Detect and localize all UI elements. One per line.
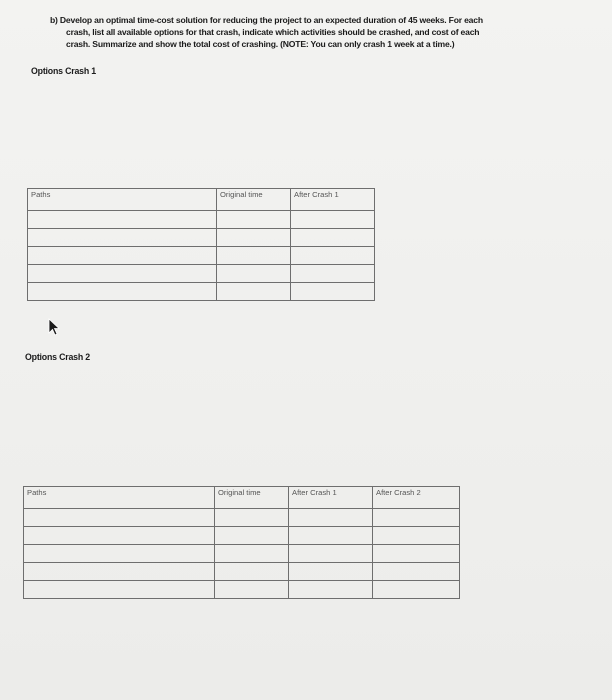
table-row bbox=[24, 581, 460, 599]
table-cell[interactable] bbox=[373, 545, 460, 563]
header-paths: Paths bbox=[28, 189, 217, 211]
table-cell[interactable] bbox=[215, 509, 289, 527]
table-cell[interactable] bbox=[217, 283, 291, 301]
table-cell[interactable] bbox=[217, 265, 291, 283]
table-cell[interactable] bbox=[217, 229, 291, 247]
table-cell[interactable] bbox=[215, 527, 289, 545]
header-original-time: Original time bbox=[217, 189, 291, 211]
table-row bbox=[28, 265, 375, 283]
table-row bbox=[24, 509, 460, 527]
question-line-2: crash, list all available options for that crash, indicate which activities should be crashed, and cost of each bbox=[66, 27, 480, 37]
header-paths: Paths bbox=[24, 487, 215, 509]
header-after-crash-1: After Crash 1 bbox=[291, 189, 375, 211]
table-cell[interactable] bbox=[373, 527, 460, 545]
options-crash-2-label: Options Crash 2 bbox=[25, 352, 90, 362]
table-cell[interactable] bbox=[291, 211, 375, 229]
table-cell[interactable] bbox=[373, 581, 460, 599]
table-cell[interactable] bbox=[24, 563, 215, 581]
table-cell[interactable] bbox=[289, 563, 373, 581]
table-header-row bbox=[28, 189, 375, 211]
mouse-pointer-icon bbox=[47, 318, 61, 336]
crash-2-table bbox=[23, 486, 460, 599]
table-cell[interactable] bbox=[291, 229, 375, 247]
table-cell[interactable] bbox=[24, 581, 215, 599]
header-after-crash-2: After Crash 2 bbox=[373, 487, 460, 509]
table-cell[interactable] bbox=[217, 247, 291, 265]
table-cell[interactable] bbox=[215, 563, 289, 581]
table-cell[interactable] bbox=[289, 527, 373, 545]
table-row bbox=[24, 563, 460, 581]
crash-1-table bbox=[27, 188, 375, 301]
table-cell[interactable] bbox=[28, 229, 217, 247]
table-cell[interactable] bbox=[373, 563, 460, 581]
header-original-time: Original time bbox=[215, 487, 289, 509]
table-row bbox=[24, 527, 460, 545]
table-cell[interactable] bbox=[291, 283, 375, 301]
table-cell[interactable] bbox=[291, 265, 375, 283]
question-line-1: b) Develop an optimal time-cost solution for reducing the project to an expected duration of 45 weeks. For each bbox=[50, 15, 483, 25]
header-after-crash-1: After Crash 1 bbox=[289, 487, 373, 509]
table-cell[interactable] bbox=[28, 211, 217, 229]
table-cell[interactable] bbox=[215, 545, 289, 563]
table-row bbox=[28, 211, 375, 229]
question-line-3: crash. Summarize and show the total cost of crashing. (NOTE: You can only crash 1 week at a time.) bbox=[66, 39, 455, 49]
question-text bbox=[50, 14, 590, 50]
options-crash-1-label: Options Crash 1 bbox=[31, 66, 96, 76]
table-cell[interactable] bbox=[289, 509, 373, 527]
table-cell[interactable] bbox=[24, 527, 215, 545]
table-cell[interactable] bbox=[28, 265, 217, 283]
table-cell[interactable] bbox=[291, 247, 375, 265]
table-row bbox=[28, 283, 375, 301]
table-cell[interactable] bbox=[215, 581, 289, 599]
table-cell[interactable] bbox=[289, 581, 373, 599]
table-header-row bbox=[24, 487, 460, 509]
table-cell[interactable] bbox=[217, 211, 291, 229]
table-row bbox=[28, 229, 375, 247]
table-cell[interactable] bbox=[28, 247, 217, 265]
table-cell[interactable] bbox=[24, 545, 215, 563]
table-row bbox=[24, 545, 460, 563]
table-cell[interactable] bbox=[373, 509, 460, 527]
table-cell[interactable] bbox=[289, 545, 373, 563]
table-cell[interactable] bbox=[24, 509, 215, 527]
table-row bbox=[28, 247, 375, 265]
table-cell[interactable] bbox=[28, 283, 217, 301]
